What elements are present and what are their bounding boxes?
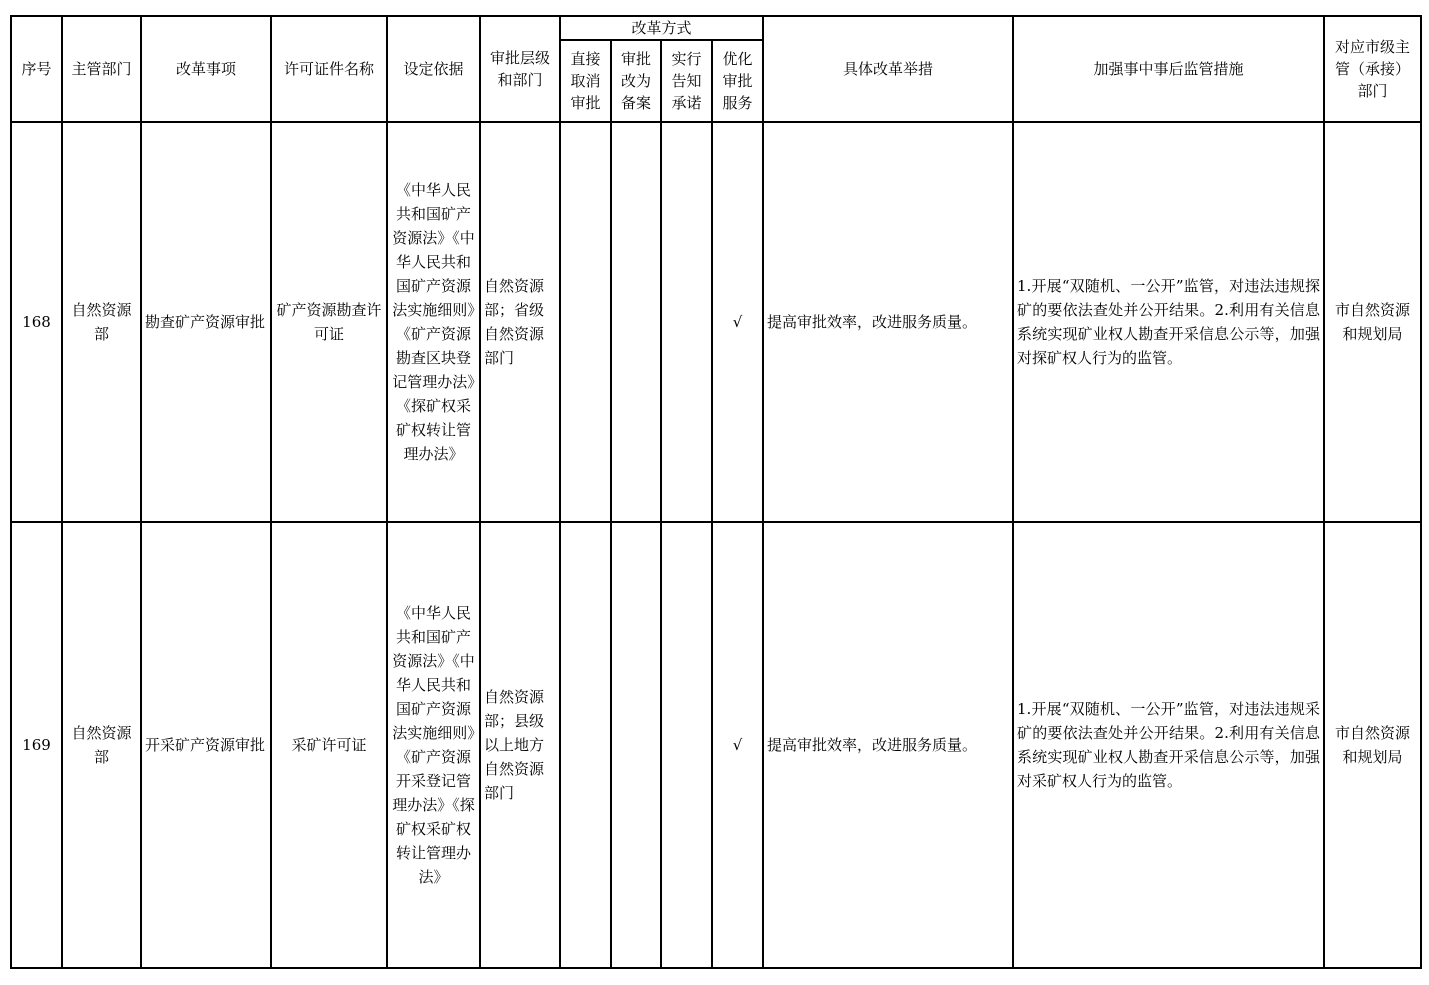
cell-dept: 自然资源部 bbox=[62, 522, 141, 968]
header-level: 审批层级和部门 bbox=[480, 16, 560, 122]
cell-basis: 《中华人民共和国矿产资源法》《中华人民共和国矿产资源法实施细则》《矿产资源开采登记管理办法》《探矿权采矿权转让管理办法》 bbox=[387, 522, 480, 968]
cell-license: 矿产资源勘查许可证 bbox=[271, 122, 387, 522]
table-row bbox=[11, 522, 1421, 968]
reform-table bbox=[10, 15, 1422, 969]
cell-supervision: 1.开展“双随机、一公开”监管，对违法违规探矿的要依法查处并公开结果。2.利用有关信息系统实现矿业权人勘查开采信息公示等，加强对探矿权人行为的监管。 bbox=[1013, 122, 1324, 522]
cell-seq: 169 bbox=[11, 522, 62, 968]
header-basis: 设定依据 bbox=[387, 16, 480, 122]
header-item: 改革事项 bbox=[141, 16, 271, 122]
table-row bbox=[11, 122, 1421, 522]
header-row-top bbox=[11, 16, 1421, 40]
cell-city-dept: 市自然资源和规划局 bbox=[1324, 522, 1421, 968]
cell-city-dept: 市自然资源和规划局 bbox=[1324, 122, 1421, 522]
cell-optimize-check: √ bbox=[712, 522, 763, 968]
document-page bbox=[10, 15, 1422, 969]
cell-record bbox=[611, 522, 661, 968]
header-cancel: 直接取消审批 bbox=[560, 40, 611, 122]
cell-measures: 提高审批效率，改进服务质量。 bbox=[763, 122, 1013, 522]
header-measures: 具体改革举措 bbox=[763, 16, 1013, 122]
cell-basis: 《中华人民共和国矿产资源法》《中华人民共和国矿产资源法实施细则》《矿产资源勘查区块登记管理办法》《探矿权采矿权转让管理办法》 bbox=[387, 122, 480, 522]
header-dept: 主管部门 bbox=[62, 16, 141, 122]
cell-item: 勘查矿产资源审批 bbox=[141, 122, 271, 522]
cell-level: 自然资源部；省级自然资源部门 bbox=[480, 122, 560, 522]
cell-item: 开采矿产资源审批 bbox=[141, 522, 271, 968]
header-promise: 实行告知承诺 bbox=[661, 40, 712, 122]
cell-promise bbox=[661, 522, 712, 968]
cell-cancel bbox=[560, 122, 611, 522]
cell-level: 自然资源部；县级以上地方自然资源部门 bbox=[480, 522, 560, 968]
header-optimize: 优化审批服务 bbox=[712, 40, 763, 122]
cell-seq: 168 bbox=[11, 122, 62, 522]
cell-optimize-check: √ bbox=[712, 122, 763, 522]
header-supervision: 加强事中事后监管措施 bbox=[1013, 16, 1324, 122]
header-license: 许可证件名称 bbox=[271, 16, 387, 122]
header-reform-group: 改革方式 bbox=[560, 16, 763, 40]
header-seq: 序号 bbox=[11, 16, 62, 122]
cell-license: 采矿许可证 bbox=[271, 522, 387, 968]
cell-promise bbox=[661, 122, 712, 522]
cell-dept: 自然资源部 bbox=[62, 122, 141, 522]
cell-record bbox=[611, 122, 661, 522]
cell-measures: 提高审批效率，改进服务质量。 bbox=[763, 522, 1013, 968]
header-city-dept: 对应市级主管（承接）部门 bbox=[1324, 16, 1421, 122]
cell-cancel bbox=[560, 522, 611, 968]
cell-supervision: 1.开展“双随机、一公开”监管，对违法违规采矿的要依法查处并公开结果。2.利用有关信息系统实现矿业权人勘查开采信息公示等，加强对采矿权人行为的监管。 bbox=[1013, 522, 1324, 968]
header-record: 审批改为备案 bbox=[611, 40, 661, 122]
